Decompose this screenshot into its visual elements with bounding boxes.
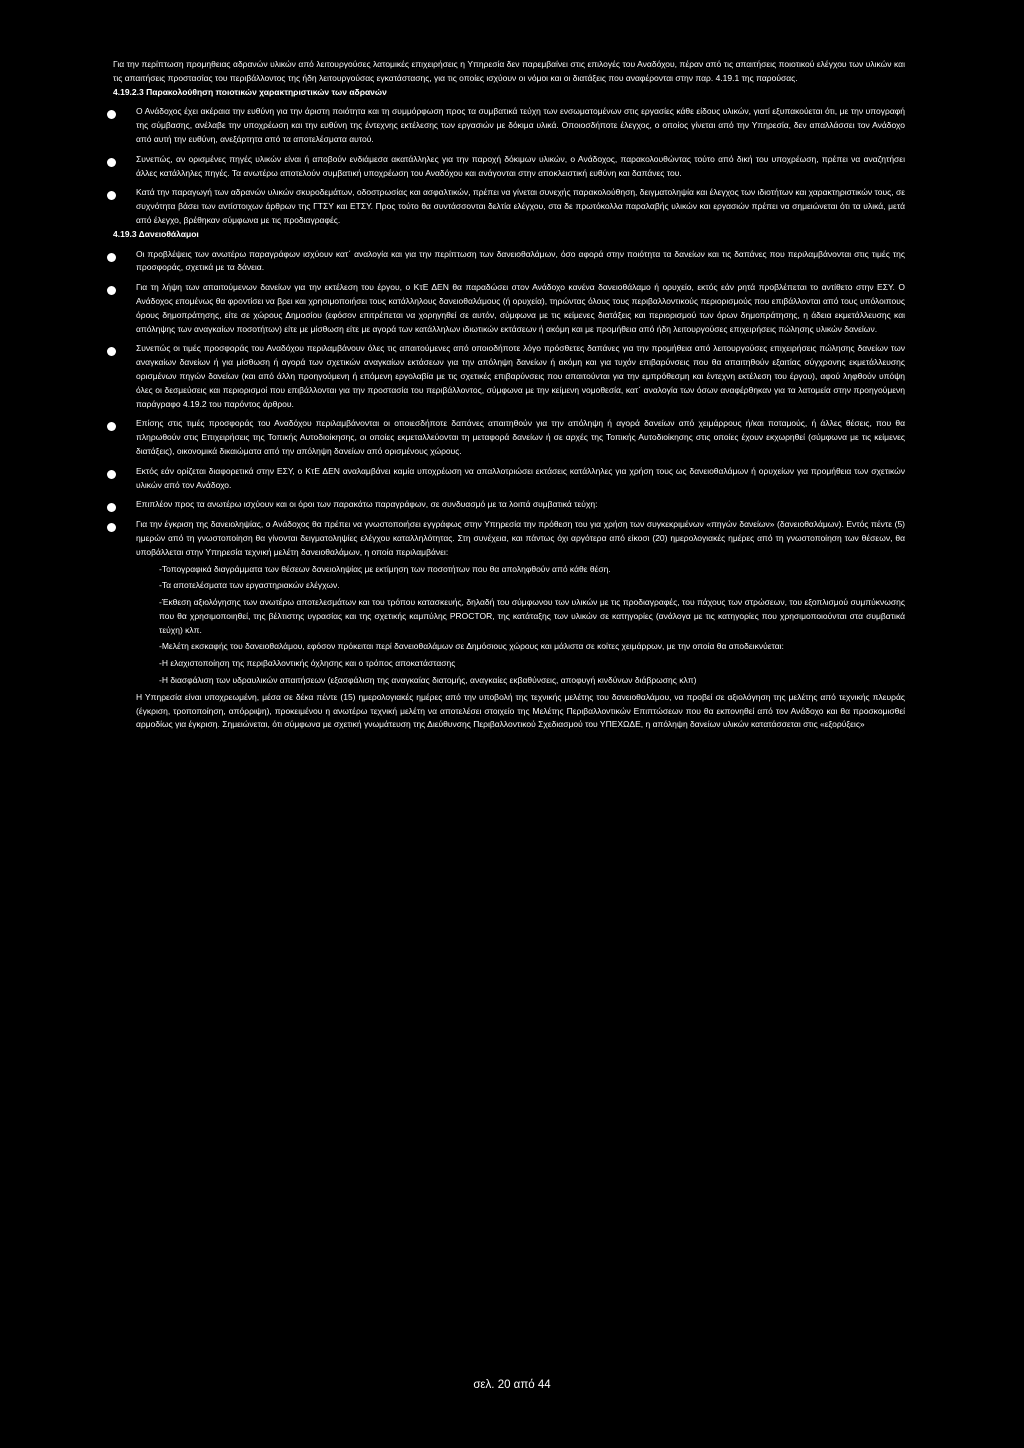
bullet-item bbox=[113, 417, 905, 458]
bullet-dot-icon bbox=[107, 347, 116, 356]
bullet-text: Επίσης στις τιμές προσφοράς του Αναδόχου περιλαμβάνονται οι οποιεσδήποτε δαπάνες απαιτηθούν για την απόληψη ή αγορά δανείων από χειμάρρους ή/και ποταμούς, ή άλλες θέσεις, που θα πληρωθούν στις Επιχειρήσεις της Τοπικής Αυτοδιοίκησης, οι οποίες εκμεταλλεύονται τη μεταφορά δανείων ή σε αρχές της Τοπικής Αυτοδιοίκησης στις οποίες έχουν εκχωρηθεί (σύμφωνα με τις κείμενες διατάξεις), οικονομικά δικαιώματα από την απόληψη δανείων από ορισμένους χώρους. bbox=[136, 418, 905, 456]
sub-item: -Η διασφάλιση των υδραυλικών απαιτήσεων (εξασφάλιση της αναγκαίας διατομής, αναγκαίες εκβαθύνσεις, αποφυγή κινδύνων διάβρωσης κλπ) bbox=[159, 675, 697, 686]
bullet-item bbox=[113, 342, 905, 411]
bullet-dot-icon bbox=[107, 158, 116, 167]
bullet-text: Επιπλέον προς τα ανωτέρω ισχύουν και οι όροι των παρακάτω παραγράφων, σε συνδυασμό με τα λοιπά συμβατικά τεύχη: bbox=[136, 499, 598, 510]
page-footer bbox=[0, 1379, 1024, 1391]
intro-paragraph: Για την περίπτωση προμηθειας αδρανών υλικών από λειτουργούσες λατομικές επιχειρήσεις η Υπηρεσία δεν παρεμβαίνει στις επιλογές του Αναδόχου, πέραν από τις απαιτήσεις ποιοτικού ελέγχου των υλικών και τις απαιτήσεις προστασίας του περιβάλλοντος της ήδη λειτουργούσας εγκατάστασης, για τις οποίες ισχύουν οι νόμοι και οι διατάξεις που αναφέρονται στην παρ. 4.19.1 της παρούσας. bbox=[113, 59, 905, 83]
sub-item: -Μελέτη εκσκαφής του δανειοθαλάμου, εφόσον πρόκειται περί δανειοθαλάμων σε Δημόσιους χώρους και μάλιστα σε κοίτες χειμάρρων, με την οποία θα αποδεικνύεται: bbox=[159, 641, 784, 652]
sub-item: -Έκθεση αξιολόγησης των ανωτέρω αποτελεσμάτων και του τρόπου κατασκευής, δηλαδή του σύμφωνου των υλικών με τις προδιαγραφές, του πάχους των στρώσεων, του εξοπλισμού συμπύκνωσης που θα χρησιμοποιηθεί, της βέλτιστης υγρασίας και της σχετικής καμπύλης PROCTOR, της κατάταξης των υλικών σε κατηγορίες (ανάλογα με τις κατηγορίες που χρησιμοποιούνται στα συμβατικά τεύχη) κλπ. bbox=[159, 597, 905, 635]
bullet-dot-icon bbox=[107, 110, 116, 119]
bullet-text: Εκτός εάν ορίζεται διαφορετικά στην ΕΣΥ, ο ΚτΕ ΔΕΝ αναλαμβάνει καμία υποχρέωση να απαλλοτριώσει εκτάσεις κατάλληλες για χρήση τους ως δανειοθαλάμων ή ορυχείων για προμήθεια των σχετικών υλικών από τον Ανάδοχο. bbox=[136, 465, 905, 490]
section-heading-4-19-3: 4.19.3 Δανειοθάλαμοι bbox=[113, 228, 199, 239]
bullet-item bbox=[113, 105, 905, 146]
bullet-item bbox=[113, 248, 905, 276]
sub-item: -Η ελαχιστοποίηση της περιβαλλοντικής όχλησης και ο τρόπος αποκατάστασης bbox=[159, 658, 456, 669]
closing-paragraph: Η Υπηρεσία είναι υποχρεωμένη, μέσα σε δέκα πέντε (15) ημερολογιακές ημέρες από την υποβολή της τεχνικής μελέτης του δανειοθαλάμου, να προβεί σε αξιολόγηση της μελέτης από τεχνικής πλευράς (έγκριση, τροποποίηση, απόρριψη), προκειμένου η ανωτέρω τεχνική μελέτη να αποτελέσει στοιχείο της Μελέτης Περιβαλλοντικών Επιπτώσεων που θα εκπονηθεί από τον Ανάδοχο και θα προσκομισθεί αρμοδίως για έγκριση. Σημειώνεται, ότι σύμφωνα με σχετική γνωμάτευση της Διεύθυνσης Περιβαλλοντικού Σχεδιασμού του ΥΠΕΧΩΔΕ, η απόληψη δανείων υλικών κατατάσσεται στις «εξορύξεις» bbox=[136, 691, 905, 730]
bullet-item bbox=[113, 281, 905, 336]
sub-item: -Τοπογραφικά διαγράμματα των θέσεων δανειοληψίας με εκτίμηση των ποσοτήτων που θα αποληφθούν από κάθε θέση. bbox=[159, 563, 611, 574]
sub-item: -Τα αποτελέσματα των εργαστηριακών ελέγχων. bbox=[159, 580, 340, 591]
bullet-dot-icon bbox=[107, 503, 116, 512]
bullet-item bbox=[113, 186, 905, 227]
bullet-dot-icon bbox=[107, 191, 116, 200]
bullet-text: Κατά την παραγωγή των αδρανών υλικών σκυροδεμάτων, οδοστρωσίας και ασφαλτικών, πρέπει να γίνεται συνεχής παρακολούθηση, δειγματοληψία και έλεγχος των ιδιοτήτων και χαρακτηριστικών τους, σε συχνότητα βάσει των αντίστοιχων άρθρων της ΓΤΣΥ και ΕΤΣΥ. Προς τούτο θα συντάσσονται δελτία ελέγχου, στα δε πρωτόκολλα παραλαβής υλικών και εργασιών πρέπει να σημειώνεται ότι τα υλικά, μετά από έλεγχο, βρέθηκαν σύμφωνα με τις προδιαγραφές. bbox=[136, 187, 905, 225]
bullet-dot-icon bbox=[107, 523, 116, 532]
bullet-dot-icon bbox=[107, 253, 116, 262]
bullet-dot-icon bbox=[107, 422, 116, 431]
bullet-dot-icon bbox=[107, 470, 116, 479]
section-heading-4-19-2-3: 4.19.2.3 Παρακολούθηση ποιοτικών χαρακτηριστικών των αδρανών bbox=[113, 86, 387, 97]
bullet-text: Οι προβλέψεις των ανωτέρω παραγράφων ισχύουν κατ΄ αναλογία και για την περίπτωση των δανειοθαλάμων, όσο αφορά στην ποιότητα τα δανείων και τις δαπάνες που περιλαμβάνονται στις τιμές της προσφοράς, σχετικά με τα δάνεια. bbox=[136, 248, 905, 273]
bullet-item bbox=[113, 498, 905, 512]
bullet-item bbox=[113, 518, 905, 559]
bullet-text: Για τη λήψη των απαιτούμενων δανείων για την εκτέλεση του έργου, ο ΚτΕ ΔΕΝ θα παραδώσει στον Ανάδοχο κανένα δανειοθάλαμο ή ορυχείο, εκτός εάν ρητά προβλέπεται το αντίθετο στην ΕΣΥ. Ο Ανάδοχος επομένως θα φροντίσει να βρει και χρησιμοποιήσει τους κατάλληλους δανειοθαλάμους (ή ορυχεία), τηρώντας όλους τους περιβαλλοντικούς περιορισμούς που επιβάλλονται από τους υπόλοιπους όρους δημοπράτησης, είτε σε χώρους Δημοσίου (εφόσον επιτρέπεται να χορηγηθεί σε αυτόν, σύμφωνα με τις κείμενες διατάξεις και περιορισμού των όρων δημοπράτησης, η άδεια εκμετάλλευσης και απόληψης των αναγκαίων ποσοτήτων) είτε με μίσθωση είτε με αγορά των κατάλληλων ιδιωτικών εκτάσεων ή ακόμη και με προμήθεια από ήδη λειτουργούσες επιχειρήσεις πώλησης υλικών δανείων. bbox=[136, 282, 905, 334]
bullet-text: Συνεπώς, αν ορισμένες πηγές υλικών είναι ή αποβούν ενδιάμεσα ακατάλληλες για την παροχή δόκιμων υλικών, ο Ανάδοχος, παρακολουθώντας τούτο από δική του υποχρέωση, πρέπει να αναζητήσει άλλες κατάλληλες πηγές. Τα ανωτέρω αποτελούν συμβατική υποχρέωση του Αναδόχου και ανάγονται στην αποκλειστική ευθύνη και δαπάνες του. bbox=[136, 153, 905, 178]
bullet-text: Για την έγκριση της δανειοληψίας, ο Ανάδοχος θα πρέπει να γνωστοποιήσει εγγράφως στην Υπηρεσία την πρόθεση του για χρήση των συγκεκριμένων «πηγών δανείων» (δανειοθαλάμων). Εντός πέντε (5) ημερών από τη γνωστοποίηση θα γίνονται δειγματοληψίες ελέγχου καταλληλότητας. Στη συνέχεια, και πάντως όχι αργότερα από είκοσι (20) ημερολογιακές ημέρες από τη γνωστοποίηση των θέσεων, θα υποβάλλεται στην Υπηρεσία τεχνική μελέτη δανειοθαλάμων, η οποία περιλαμβάνει: bbox=[136, 519, 905, 557]
bullet-item bbox=[113, 153, 905, 181]
bullet-text: Συνεπώς οι τιμές προσφοράς του Αναδόχου περιλαμβάνουν όλες τις απαιτούμενες από οποιοδήποτε λόγο πρόσθετες δαπάνες για την προμήθεια από λειτουργούσες επιχειρήσεις πώλησης δανείων των αναγκαίων δανείων ή για μίσθωση ή αγορά των σχετικών αναγκαίων εκτάσεων για την απόληψη δανείων ή ακόμη και για τυχόν επιβαρύνσεις που θα απαιτηθούν εξαιτίας σύγχρονης εκμετάλλευσης ορισμένων πηγών δανείων (και από άλλη προηγούμενη ή επόμενη εργολαβία με τις σχετικές επιβαρύνσεις που απαιτούνται για την εμπρόθεσμη και έντεχνη εκτέλεση του έργου), αφού ληφθούν υπόψη όλες οι δεσμεύσεις και περιορισμοί που επιβάλλονται για την προστασία του περιβάλλοντος, σύμφωνα με την κείμενη νομοθεσία, κατ΄ αναλογία των όσων αναφέρθηκαν για τα λατομεία στην προηγούμενη παράγραφο 4.19.2 του παρόντος άρθρου. bbox=[136, 343, 905, 409]
page-number: σελ. 20 από 44 bbox=[473, 1379, 551, 1391]
bullet-text: Ο Ανάδοχος έχει ακέραια την ευθύνη για την άριστη ποιότητα και τη συμμόρφωση προς τα συμβατικά τεύχη των ενσωματομένων στις εργασίες κάθε είδους υλικών, γιατί εξυπακούεται ότι, με την υπογραφή της σύμβασης, ανέλαβε την υποχρέωση και την ευθύνη της έντεχνης εκτέλεσης των εργασιών με δόκιμα υλικά. Οποιοσδήποτε έλεγχος, ο οποίος γίνεται από την Υπηρεσία, δεν απαλλάσσει τον Ανάδοχο από αυτή την ευθύνη, ανεξάρτητα από τα αποτελέσματα αυτού. bbox=[136, 106, 905, 144]
bullet-dot-icon bbox=[107, 286, 116, 295]
bullet-item bbox=[113, 465, 905, 493]
